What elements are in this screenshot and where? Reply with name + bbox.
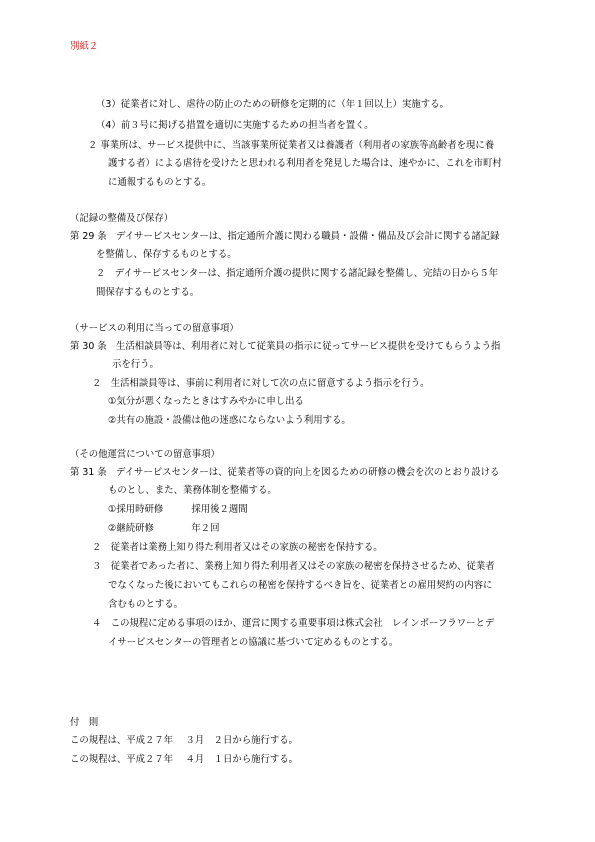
- section-heading: （サービスの利用に当っての留意事項）: [70, 323, 239, 334]
- text-line: ②共有の施設・設備は他の迷惑にならないよう利用する。: [108, 415, 351, 426]
- section-heading: （記録の整備及び保存）: [70, 213, 174, 224]
- text-line: 第 30 条 生活相談員等は、利用者に対して従業員の指示に従ってサービス提供を受けてもらうよう指: [70, 341, 501, 352]
- text-line: ２ デイサービスセンターは、指定通所介護の提供に関する諸記録を整備し、完結の日から５年: [96, 268, 499, 279]
- attachment-label: 別紙２: [70, 41, 99, 52]
- text-line: 護する者）による虐待を受けたと思われる利用者を発見した場合は、速やかに、これを市町村: [108, 158, 502, 169]
- section-heading: （その他運営についての留意事項）: [70, 449, 220, 460]
- text-line: 第 29 条 デイサービスセンターは、指定通所介護に関わる職員・設備・備品及び会計に関する諸記録: [70, 231, 500, 242]
- text-line: を整備し、保存するものとする。: [96, 249, 237, 260]
- text-line: 示を行う。: [112, 359, 159, 370]
- text-line: イサービスセンターの管理者との協議に基づいて定めるものとする。: [108, 637, 399, 648]
- text-line: 含むものとする。: [108, 599, 184, 610]
- text-line: この規程は、平成２７年 ４月 １日から施行する。: [70, 754, 298, 765]
- text-line: 第 31 条 デイサービスセンターは、従業者等の資的向上を図るための研修の機会を次のとおり設ける: [70, 467, 500, 478]
- text-line: でなくなった後においてもこれらの秘密を保持するべき旨を、従業者との雇用契約の内容に: [108, 580, 493, 591]
- text-line: ４ この規程に定める事項のほか、運営に関する重要事項は株式会社 レインボーフラワーとデ: [92, 618, 495, 629]
- text-line: 間保存するものとする。: [96, 287, 200, 298]
- supplementary-heading: 付 則: [70, 717, 99, 728]
- text-line: （3）従業者に対し、虐待の防止のための研修を定期的に（年１回以上）実施する。: [96, 99, 449, 110]
- text-line: ２ 従業者は業務上知り得た利用者又はその家族の秘密を保持する。: [92, 542, 383, 553]
- text-line: この規程は、平成２７年 ３月 ２日から施行する。: [70, 735, 298, 746]
- text-line: に通報するものとする。: [108, 177, 212, 188]
- text-line: ①気分が悪くなったときはすみやかに申し出る: [108, 396, 304, 407]
- text-line: ②継続研修 年２回: [108, 523, 220, 534]
- text-line: ①採用時研修 採用後２週間: [108, 504, 248, 515]
- text-line: ３ 従業者であった者に、業務上知り得た利用者又はその家族の秘密を保持させるため、従業者: [92, 561, 495, 572]
- text-line: （4）前３号に掲げる措置を適切に実施するための担当者を置く。: [96, 120, 374, 131]
- text-line: ２ 生活相談員等は、事前に利用者に対して次の点に留意するよう指示を行う。: [92, 378, 430, 389]
- text-line: ２ 事業所は、サービス提供中に、当該事業所従業者又は養護者（利用者の家族等高齢者を現に養: [88, 140, 495, 151]
- text-line: ものとし、また、業務体制を整備する。: [108, 485, 277, 496]
